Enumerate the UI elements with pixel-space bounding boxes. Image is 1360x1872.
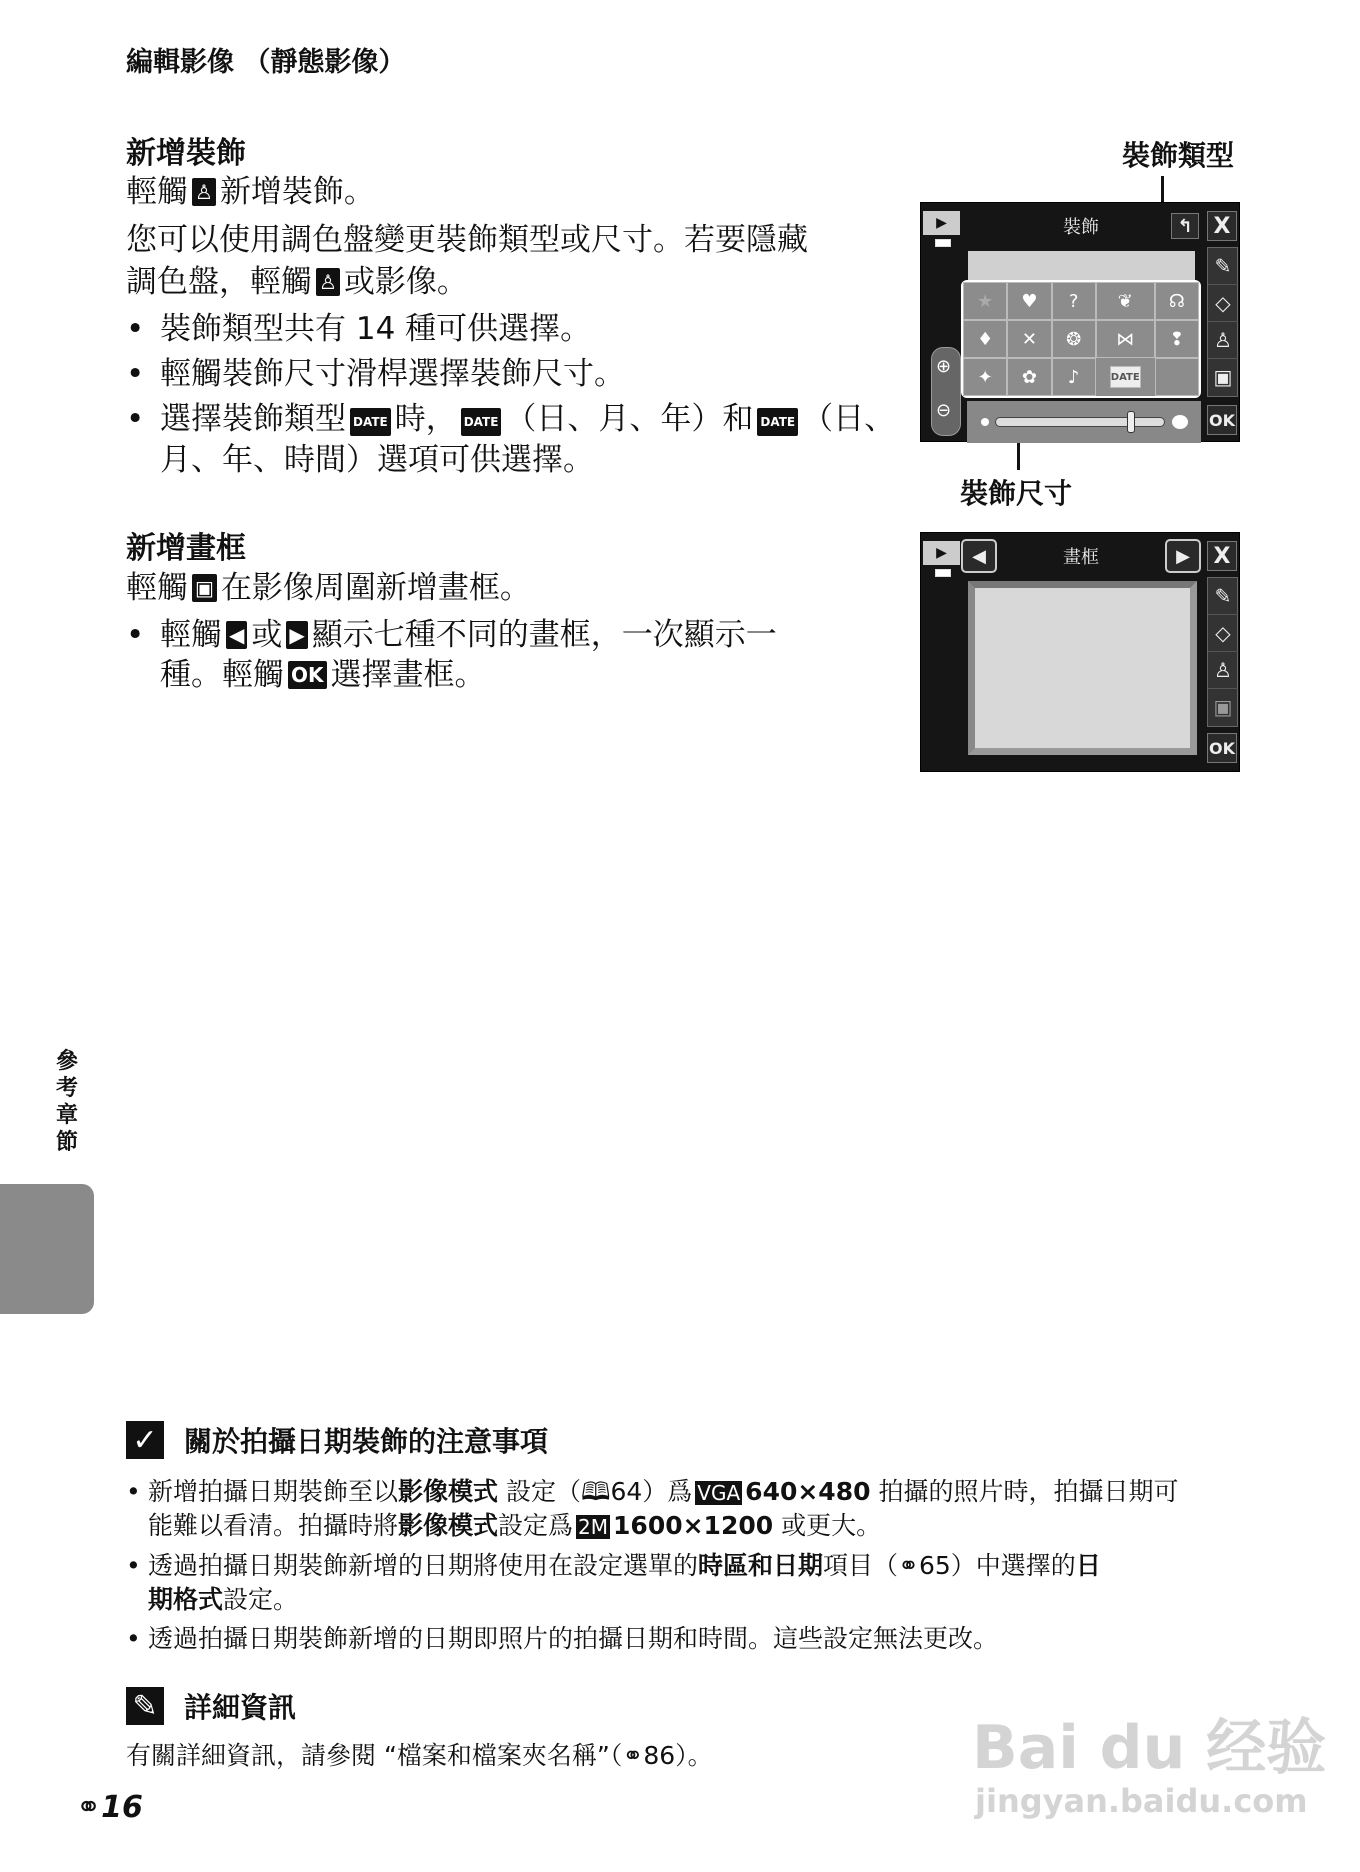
zoom-in-icon[interactable]: ⊕ — [936, 356, 952, 377]
ok-icon: OK — [288, 661, 327, 689]
note-bullet-cont: 期格式設定。 — [148, 1585, 299, 1614]
image-preview[interactable] — [968, 251, 1195, 280]
decoration-star[interactable]: ★ — [963, 282, 1007, 320]
stamp-icon: ♙ — [192, 178, 216, 206]
tool-palette — [1207, 247, 1238, 397]
decoration-bow[interactable]: ⋈ — [1096, 320, 1155, 358]
eraser-icon[interactable]: ◇ — [1208, 285, 1238, 322]
text: 顯示七種不同的畫框，一次顯示一 — [311, 617, 777, 653]
text: 時， — [394, 401, 457, 437]
page-number: ⚭16 — [76, 1790, 143, 1825]
bullet-item: • 裝飾類型共有 14 種可供選擇。 — [126, 311, 592, 347]
ok-button[interactable]: OK — [1207, 405, 1237, 435]
decoration-leaf[interactable]: ❦ — [1096, 282, 1155, 320]
frame-icon[interactable]: ▣ — [1213, 695, 1233, 719]
right-arrow-icon: ▶ — [286, 621, 307, 649]
stamp-icon: ♙ — [316, 268, 340, 296]
paragraph — [126, 262, 468, 302]
decoration-flower[interactable]: ✿ — [1007, 358, 1051, 396]
2m-icon: 2M — [578, 1515, 609, 1539]
size-slider[interactable] — [967, 401, 1201, 443]
info-text: 有關詳細資訊，請參閱 “檔案和檔案夾名稱”（⚭86）。 — [126, 1741, 713, 1770]
pencil-icon[interactable]: ✎ — [1208, 248, 1238, 285]
paragraph — [126, 568, 531, 608]
watermark-logo: Bai du 经验 — [972, 1713, 1327, 1783]
note-heading — [126, 1420, 548, 1460]
reference-icon: ⚭ — [76, 1790, 102, 1825]
decoration-question[interactable]: ? — [1052, 282, 1096, 320]
note-bullet: • 透過拍攝日期裝飾新增的日期將使用在設定選單的時區和日期項目（⚭65）中選擇的日 — [126, 1551, 1101, 1580]
zoom-out-icon[interactable]: ⊖ — [936, 400, 952, 421]
reference-icon: ⚭ — [622, 1741, 644, 1770]
page-header: 編輯影像 （靜態影像） — [126, 47, 406, 78]
section-title-add-frame: 新增畫框 — [126, 531, 246, 566]
frame-icon[interactable]: ▣ — [1213, 365, 1233, 389]
text: 輕觸 — [160, 617, 222, 653]
battery-icon — [935, 239, 951, 247]
text: 選擇畫框。 — [330, 657, 486, 693]
date-icon: DATE — [461, 408, 502, 436]
info-title: 詳細資訊 — [184, 1691, 297, 1724]
slider-track[interactable] — [995, 417, 1165, 427]
date-icon: DATE — [350, 408, 391, 436]
text: 種。輕觸 — [160, 657, 284, 693]
callout-decoration-size: 裝飾尺寸 — [960, 477, 1073, 510]
eraser-icon[interactable]: ◇ — [1208, 615, 1238, 652]
bullet-item: • 選擇裝飾類型 DATE 時， DATE （日、月、年）和 DATE （日、 — [126, 401, 896, 437]
text: 調色盤，輕觸 — [126, 264, 312, 300]
note-bullet: • 新增拍攝日期裝飾至以影像模式 設定（🕮64）爲 VGA 640×480 拍攝的照片時，拍攝日期可 — [126, 1477, 1179, 1506]
bullet-item: • 輕觸 ◀ 或 ▶ 顯示七種不同的畫框，一次顯示一 — [126, 617, 777, 653]
chapter-tab — [0, 1184, 94, 1314]
text: 選擇裝飾類型 — [160, 401, 346, 437]
camera-screen-decoration — [920, 202, 1240, 442]
zoom-controls — [931, 347, 961, 436]
text: 輕觸裝飾尺寸滑桿選擇裝飾尺寸。 — [160, 356, 625, 392]
text: 或 — [251, 617, 283, 653]
vga-icon: VGA — [697, 1481, 741, 1505]
screen-title: 畫框 — [1063, 547, 1099, 568]
decoration-sparkle[interactable]: ✦ — [963, 358, 1007, 396]
info-heading — [126, 1686, 296, 1726]
paragraph: 您可以使用調色盤變更裝飾類型或尺寸。若要隱藏 — [126, 222, 808, 258]
back-button[interactable]: ↰ — [1171, 213, 1199, 239]
next-frame-button[interactable]: ▶ — [1165, 539, 1201, 573]
frame-icon: ▣ — [192, 574, 217, 602]
pencil-icon[interactable]: ✎ — [1208, 578, 1238, 615]
text: 裝飾類型共有 14 種可供選擇。 — [160, 311, 592, 347]
left-arrow-icon: ◀ — [226, 621, 247, 649]
close-button[interactable]: X — [1207, 211, 1237, 241]
small-size-dot — [981, 418, 989, 426]
section-title-add-decoration: 新增裝飾 — [126, 136, 246, 171]
bullet-continuation: 月、年、時間）選項可供選擇。 — [160, 442, 594, 478]
framed-image-preview[interactable] — [968, 581, 1197, 755]
ok-button[interactable]: OK — [1207, 733, 1237, 763]
camera-screen-frame — [920, 532, 1240, 772]
note-bullet-cont: 能難以看清。拍攝時將影像模式設定爲 2M 1600×1200 或更大。 — [148, 1511, 882, 1540]
bullet-item: • 輕觸裝飾尺寸滑桿選擇裝飾尺寸。 — [126, 356, 625, 392]
large-size-dot — [1172, 415, 1188, 429]
close-button[interactable]: X — [1207, 541, 1237, 571]
text: 輕觸 — [126, 570, 188, 606]
text: 在影像周圍新增畫框。 — [220, 570, 531, 606]
paragraph — [126, 172, 375, 212]
text: 輕觸 — [126, 174, 188, 210]
decoration-date[interactable]: DATE — [1110, 366, 1141, 388]
callout-decoration-type: 裝飾類型 — [1122, 139, 1235, 172]
reference-icon: ⚭ — [898, 1551, 919, 1580]
decoration-note[interactable]: ♪ — [1052, 358, 1096, 396]
battery-icon — [935, 569, 951, 577]
decoration-type-grid — [961, 280, 1201, 398]
decoration-heart[interactable]: ♥ — [1007, 282, 1051, 320]
book-icon: 🕮 — [581, 1477, 611, 1506]
decoration-rainbow[interactable]: ☊ — [1155, 282, 1199, 320]
watermark-url: jingyan.baidu.com — [975, 1782, 1308, 1820]
check-icon: ✓ — [126, 1421, 164, 1459]
text: （日、 — [802, 401, 896, 437]
previous-frame-button[interactable]: ◀ — [961, 539, 997, 573]
text: （日、月、年）和 — [505, 401, 754, 437]
bullet-continuation — [160, 655, 486, 695]
pencil-note-icon: ✎ — [126, 1687, 164, 1725]
decoration-empty — [1155, 358, 1199, 396]
playback-icon[interactable]: ▶ — [923, 211, 960, 235]
note-bullet: • 透過拍攝日期裝飾新增的日期即照片的拍攝日期和時間。這些設定無法更改。 — [126, 1624, 999, 1653]
decoration-bulb[interactable]: ❢ — [1155, 320, 1199, 358]
slider-handle[interactable] — [1127, 411, 1135, 433]
decoration-ring[interactable]: ❂ — [1052, 320, 1096, 358]
text: 新增裝飾。 — [219, 174, 375, 210]
decoration-drop[interactable]: ♦ — [963, 320, 1007, 358]
chapter-side-label: 參考章節 — [55, 1049, 78, 1155]
stamp-icon[interactable]: ♙ — [1208, 652, 1238, 689]
decoration-butterfly[interactable]: ✕ — [1007, 320, 1051, 358]
playback-icon[interactable]: ▶ — [923, 541, 960, 565]
screen-title: 裝飾 — [1063, 217, 1099, 238]
date-time-icon: DATE — [757, 408, 798, 436]
text: 或影像。 — [343, 264, 468, 300]
tool-palette — [1207, 577, 1238, 727]
stamp-icon[interactable]: ♙ — [1208, 322, 1238, 359]
note-title: 關於拍攝日期裝飾的注意事項 — [184, 1425, 549, 1458]
